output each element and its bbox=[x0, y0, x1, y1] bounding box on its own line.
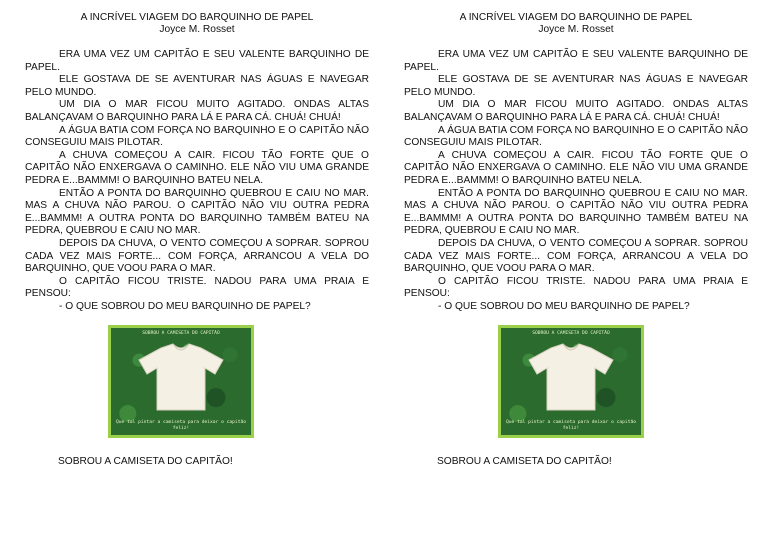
story-title: A INCRÍVEL VIAGEM DO BARQUINHO DE PAPEL bbox=[80, 12, 314, 23]
paragraph: A CHUVA COMEÇOU A CAIR. FICOU TÃO FORTE QUE O CAPITÃO NÃO ENXERGAVA O CAMINHO. ELE NÃO VIU UMA GRANDE PEDRA E...BAMMM! O BARQUINHO BATEU NELA. bbox=[25, 149, 369, 186]
picture-caption-bottom: Que tal pintar a camiseta para deixar o capitão feliz! bbox=[116, 420, 246, 431]
picture-caption-bottom: Que tal pintar a camiseta para deixar o capitão feliz! bbox=[506, 420, 636, 431]
story-body bbox=[404, 49, 748, 313]
paragraph: A ÁGUA BATIA COM FORÇA NO BARQUINHO E O CAPITÃO NÃO CONSEGUIU MAIS PILOTAR. bbox=[404, 124, 748, 149]
paragraph: O CAPITÃO FICOU TRISTE. NADOU PARA UMA PRAIA E PENSOU: bbox=[404, 275, 748, 300]
tshirt-icon bbox=[521, 338, 621, 418]
picture-caption-top: SOBROU A CAMISETA DO CAPITÃO bbox=[532, 331, 610, 336]
story-author: Joyce M. Rosset bbox=[159, 24, 235, 35]
story-column-right bbox=[404, 12, 748, 313]
story-column-left bbox=[25, 12, 369, 313]
paragraph: A CHUVA COMEÇOU A CAIR. FICOU TÃO FORTE QUE O CAPITÃO NÃO ENXERGAVA O CAMINHO. ELE NÃO VIU UMA GRANDE PEDRA E...BAMMM! O BARQUINHO BATEU NELA. bbox=[404, 149, 748, 186]
paragraph: ELE GOSTAVA DE SE AVENTURAR NAS ÁGUAS E NAVEGAR PELO MUNDO. bbox=[404, 74, 748, 98]
picture-caption-top: SOBROU A CAMISETA DO CAPITÃO bbox=[142, 331, 220, 336]
paragraph: ENTÃO A PONTA DO BARQUINHO QUEBROU E CAIU NO MAR. MAS A CHUVA NÃO PAROU. O CAPITÃO NÃO VIU OUTRA PEDRA E...BAMMM! A OUTRA PONTA DO BARQUINHO TAMBÉM BATEU NA PEDRA, QUEBROU E CAIU NO MAR. bbox=[404, 187, 748, 237]
story-author: Joyce M. Rosset bbox=[538, 24, 614, 35]
paragraph: ERA UMA VEZ UM CAPITÃO E SEU VALENTE BARQUINHO DE PAPEL. bbox=[25, 49, 369, 73]
paragraph: - O QUE SOBROU DO MEU BARQUINHO DE PAPEL? bbox=[59, 300, 311, 312]
tshirt-picture bbox=[498, 325, 644, 438]
story-ending: SOBROU A CAMISETA DO CAPITÃO! bbox=[437, 456, 612, 467]
paragraph: UM DIA O MAR FICOU MUITO AGITADO. ONDAS ALTAS BALANÇAVAM O BARQUINHO PARA LÁ E PARA CÁ. CHUÁ! CHUÁ! bbox=[404, 99, 748, 123]
paragraph: O CAPITÃO FICOU TRISTE. NADOU PARA UMA PRAIA E PENSOU: bbox=[25, 275, 369, 300]
paragraph: DEPOIS DA CHUVA, O VENTO COMEÇOU A SOPRAR. SOPROU CADA VEZ MAIS FORTE... COM FORÇA, ARRANCOU A VELA DO BARQUINHO, QUE VOOU PARA O MAR. bbox=[404, 237, 748, 275]
paragraph: ENTÃO A PONTA DO BARQUINHO QUEBROU E CAIU NO MAR. MAS A CHUVA NÃO PAROU. O CAPITÃO NÃO VIU OUTRA PEDRA E...BAMMM! A OUTRA PONTA DO BARQUINHO TAMBÉM BATEU NA PEDRA, QUEBROU E CAIU NO MAR. bbox=[25, 187, 369, 237]
paragraph: - O QUE SOBROU DO MEU BARQUINHO DE PAPEL? bbox=[438, 300, 690, 312]
paragraph: ERA UMA VEZ UM CAPITÃO E SEU VALENTE BARQUINHO DE PAPEL. bbox=[404, 49, 748, 73]
paragraph: A ÁGUA BATIA COM FORÇA NO BARQUINHO E O CAPITÃO NÃO CONSEGUIU MAIS PILOTAR. bbox=[25, 124, 369, 149]
story-ending: SOBROU A CAMISETA DO CAPITÃO! bbox=[58, 456, 233, 467]
tshirt-icon bbox=[131, 338, 231, 418]
paragraph: UM DIA O MAR FICOU MUITO AGITADO. ONDAS ALTAS BALANÇAVAM O BARQUINHO PARA LÁ E PARA CÁ. CHUÁ! CHUÁ! bbox=[25, 99, 369, 123]
story-body bbox=[25, 49, 369, 313]
tshirt-picture bbox=[108, 325, 254, 438]
story-title: A INCRÍVEL VIAGEM DO BARQUINHO DE PAPEL bbox=[459, 12, 693, 23]
paragraph: ELE GOSTAVA DE SE AVENTURAR NAS ÁGUAS E NAVEGAR PELO MUNDO. bbox=[25, 74, 369, 98]
paragraph: DEPOIS DA CHUVA, O VENTO COMEÇOU A SOPRAR. SOPROU CADA VEZ MAIS FORTE... COM FORÇA, ARRANCOU A VELA DO BARQUINHO, QUE VOOU PARA O MAR. bbox=[25, 237, 369, 275]
